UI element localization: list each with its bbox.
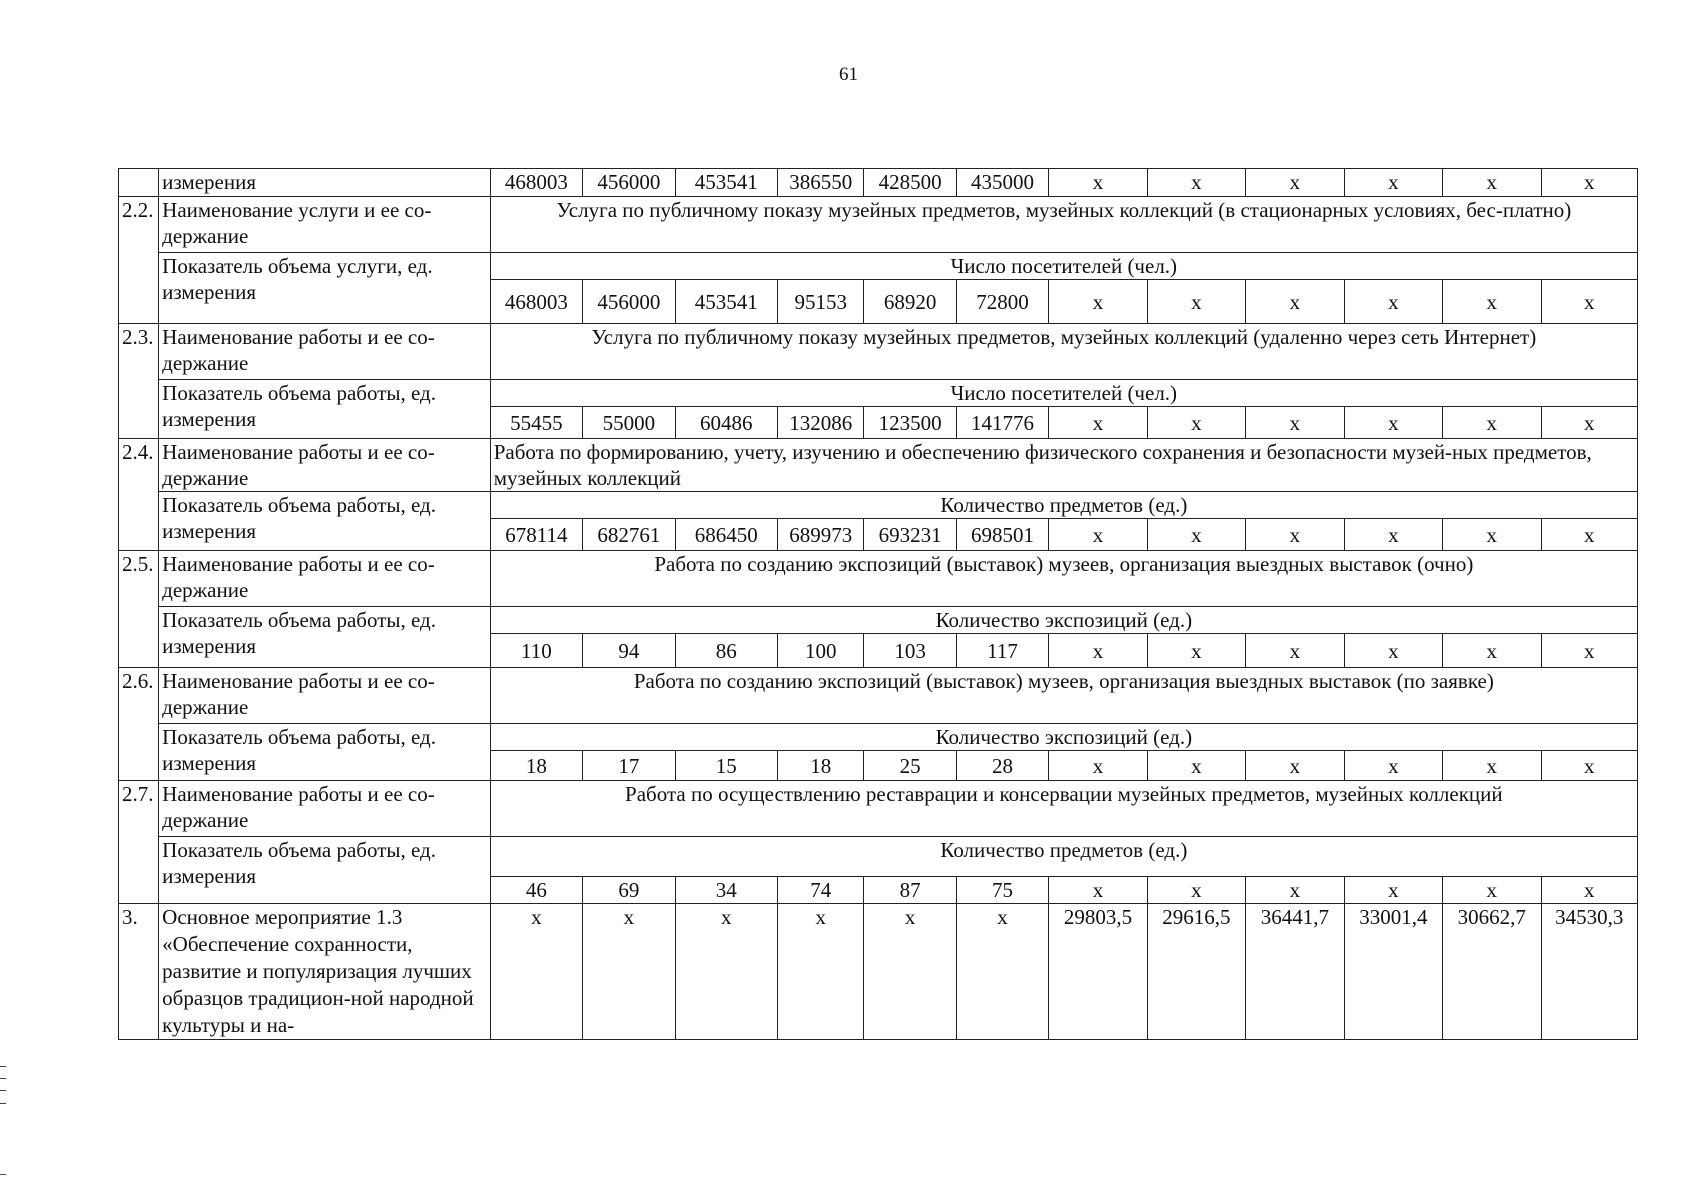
value-cell: х xyxy=(1246,751,1344,781)
value-cell: 453541 xyxy=(675,169,777,197)
value-cell: х xyxy=(1246,519,1344,551)
row-label: измерения xyxy=(159,169,491,197)
section-indicator-label: Показатель объема работы, ед. измерения xyxy=(159,492,491,551)
section-indicator-label: Показатель объема услуги, ед. измерения xyxy=(159,253,491,324)
value-cell: х xyxy=(1049,634,1147,668)
section-indicator-row xyxy=(119,253,1638,280)
section-name-row xyxy=(119,668,1638,724)
section-number: 3. xyxy=(119,904,159,1040)
value-cell: х xyxy=(1443,877,1541,904)
value-cell: х xyxy=(675,904,777,1040)
value-cell: х xyxy=(1246,280,1344,324)
value-cell: 55455 xyxy=(490,407,582,439)
value-cell: 698501 xyxy=(956,519,1048,551)
value-cell: 15 xyxy=(675,751,777,781)
value-cell: 110 xyxy=(490,634,582,668)
value-cell: 68920 xyxy=(864,280,956,324)
program-table xyxy=(118,168,1638,1040)
value-cell: 46 xyxy=(490,877,582,904)
value-cell: х xyxy=(1541,519,1638,551)
value-cell: 678114 xyxy=(490,519,582,551)
value-cell: х xyxy=(1344,751,1442,781)
value-cell: 468003 xyxy=(490,169,582,197)
value-cell: х xyxy=(1246,634,1344,668)
section-indicator-row xyxy=(119,380,1638,407)
value-cell: х xyxy=(1049,877,1147,904)
section-3-label: Основное мероприятие 1.3 «Обеспечение сохранности, развитие и популяризация лучших образцов традицион-ной народной культуры и на- xyxy=(159,904,491,1040)
value-cell: 456000 xyxy=(583,169,675,197)
value-cell: 86 xyxy=(675,634,777,668)
section-name-label: Наименование услуги и ее со-держание xyxy=(159,197,491,253)
value-cell: х xyxy=(956,904,1048,1040)
scan-edge-marks xyxy=(0,1066,6,1104)
section-name-label: Наименование работы и ее со-держание xyxy=(159,551,491,607)
value-cell: х xyxy=(1541,634,1638,668)
value-cell: 55000 xyxy=(583,407,675,439)
value-cell: х xyxy=(864,904,956,1040)
value-cell: 87 xyxy=(864,877,956,904)
value-cell: х xyxy=(1443,280,1541,324)
value-cell: х xyxy=(1147,519,1245,551)
value-cell: х xyxy=(1541,751,1638,781)
value-cell: 693231 xyxy=(864,519,956,551)
value-cell: х xyxy=(1147,169,1245,197)
value-cell: 30662,7 xyxy=(1443,904,1541,1040)
value-cell: х xyxy=(1344,169,1442,197)
value-cell: 468003 xyxy=(490,280,582,324)
value-cell: 386550 xyxy=(778,169,864,197)
value-cell: 100 xyxy=(778,634,864,668)
section-name-text: Работа по созданию экспозиций (выставок) музеев, организация выездных выставок (очно) xyxy=(490,551,1637,607)
value-cell: х xyxy=(1246,877,1344,904)
section-indicator-text: Число посетителей (чел.) xyxy=(490,253,1637,280)
table-body xyxy=(119,169,1638,1040)
value-cell: х xyxy=(1443,634,1541,668)
section-indicator-text: Количество предметов (ед.) xyxy=(490,492,1637,519)
value-cell: 686450 xyxy=(675,519,777,551)
value-cell: 17 xyxy=(583,751,675,781)
section-indicator-label: Показатель объема работы, ед. измерения xyxy=(159,380,491,439)
section-number: 2.4. xyxy=(119,439,159,551)
value-cell: х xyxy=(1541,280,1638,324)
scan-edge-mark xyxy=(0,1174,6,1175)
table-row-continuation xyxy=(119,169,1638,197)
section-indicator-label: Показатель объема работы, ед. измерения xyxy=(159,607,491,668)
value-cell: 689973 xyxy=(778,519,864,551)
section-indicator-row xyxy=(119,607,1638,634)
value-cell: х xyxy=(1344,519,1442,551)
section-name-row xyxy=(119,551,1638,607)
value-cell: х xyxy=(1541,169,1638,197)
section-indicator-text: Количество экспозиций (ед.) xyxy=(490,724,1637,751)
value-cell: х xyxy=(1246,407,1344,439)
value-cell: 75 xyxy=(956,877,1048,904)
value-cell: 34 xyxy=(675,877,777,904)
page-number: 61 xyxy=(839,64,858,85)
section-name-text: Услуга по публичному показу музейных предметов, музейных коллекций (в стационарных условиях, бес-платно) xyxy=(490,197,1637,253)
section-number: 2.7. xyxy=(119,781,159,904)
value-cell: 123500 xyxy=(864,407,956,439)
section-name-label: Наименование работы и ее со-держание xyxy=(159,439,491,492)
value-cell: 33001,4 xyxy=(1344,904,1442,1040)
value-cell: х xyxy=(1443,751,1541,781)
section-3-row xyxy=(119,904,1638,1040)
value-cell: х xyxy=(1049,280,1147,324)
section-name-row xyxy=(119,781,1638,837)
section-number: 2.3. xyxy=(119,324,159,439)
value-cell: х xyxy=(1344,634,1442,668)
section-indicator-row xyxy=(119,492,1638,519)
row-number-cell xyxy=(119,169,159,197)
value-cell: х xyxy=(1344,280,1442,324)
value-cell: 60486 xyxy=(675,407,777,439)
section-name-text: Работа по созданию экспозиций (выставок) музеев, организация выездных выставок (по заявке) xyxy=(490,668,1637,724)
value-cell: 95153 xyxy=(778,280,864,324)
section-indicator-text: Количество предметов (ед.) xyxy=(490,837,1637,877)
value-cell: 141776 xyxy=(956,407,1048,439)
value-cell: х xyxy=(1147,280,1245,324)
value-cell: 682761 xyxy=(583,519,675,551)
section-name-row xyxy=(119,324,1638,380)
section-name-label: Наименование работы и ее со-держание xyxy=(159,781,491,837)
value-cell: 456000 xyxy=(583,280,675,324)
section-indicator-text: Число посетителей (чел.) xyxy=(490,380,1637,407)
value-cell: 72800 xyxy=(956,280,1048,324)
value-cell: 36441,7 xyxy=(1246,904,1344,1040)
section-number: 2.2. xyxy=(119,197,159,324)
section-indicator-text: Количество экспозиций (ед.) xyxy=(490,607,1637,634)
value-cell: 428500 xyxy=(864,169,956,197)
section-number: 2.6. xyxy=(119,668,159,781)
section-name-text: Работа по осуществлению реставрации и консервации музейных предметов, музейных коллекций xyxy=(490,781,1637,837)
value-cell: х xyxy=(583,904,675,1040)
value-cell: х xyxy=(1443,519,1541,551)
value-cell: х xyxy=(1541,877,1638,904)
value-cell: х xyxy=(1147,751,1245,781)
value-cell: х xyxy=(490,904,582,1040)
value-cell: х xyxy=(1443,407,1541,439)
value-cell: 29616,5 xyxy=(1147,904,1245,1040)
value-cell: 25 xyxy=(864,751,956,781)
value-cell: 29803,5 xyxy=(1049,904,1147,1040)
value-cell: х xyxy=(1147,407,1245,439)
value-cell: х xyxy=(1147,634,1245,668)
value-cell: х xyxy=(778,904,864,1040)
value-cell: х xyxy=(1246,169,1344,197)
section-name-label: Наименование работы и ее со-держание xyxy=(159,668,491,724)
value-cell: х xyxy=(1049,407,1147,439)
value-cell: 18 xyxy=(490,751,582,781)
section-indicator-label: Показатель объема работы, ед. измерения xyxy=(159,724,491,781)
value-cell: х xyxy=(1049,169,1147,197)
value-cell: х xyxy=(1344,877,1442,904)
value-cell: 453541 xyxy=(675,280,777,324)
value-cell: х xyxy=(1344,407,1442,439)
value-cell: 117 xyxy=(956,634,1048,668)
value-cell: 103 xyxy=(864,634,956,668)
section-name-text: Услуга по публичному показу музейных предметов, музейных коллекций (удаленно через сеть Интернет) xyxy=(490,324,1637,380)
section-name-row xyxy=(119,197,1638,253)
section-indicator-row xyxy=(119,724,1638,751)
section-indicator-label: Показатель объема работы, ед. измерения xyxy=(159,837,491,904)
section-name-text: Работа по формированию, учету, изучению и обеспечению физического сохранения и безопасности музей-ных предметов, музейных коллекций xyxy=(490,439,1637,492)
value-cell: х xyxy=(1147,877,1245,904)
value-cell: х xyxy=(1049,519,1147,551)
section-indicator-row xyxy=(119,837,1638,877)
value-cell: 94 xyxy=(583,634,675,668)
value-cell: 132086 xyxy=(778,407,864,439)
value-cell: 18 xyxy=(778,751,864,781)
value-cell: 28 xyxy=(956,751,1048,781)
value-cell: 69 xyxy=(583,877,675,904)
value-cell: х xyxy=(1049,751,1147,781)
value-cell: 74 xyxy=(778,877,864,904)
value-cell: 34530,3 xyxy=(1541,904,1638,1040)
value-cell: х xyxy=(1443,169,1541,197)
value-cell: х xyxy=(1541,407,1638,439)
section-name-label: Наименование работы и ее со-держание xyxy=(159,324,491,380)
section-number: 2.5. xyxy=(119,551,159,668)
value-cell: 435000 xyxy=(956,169,1048,197)
section-name-row xyxy=(119,439,1638,492)
